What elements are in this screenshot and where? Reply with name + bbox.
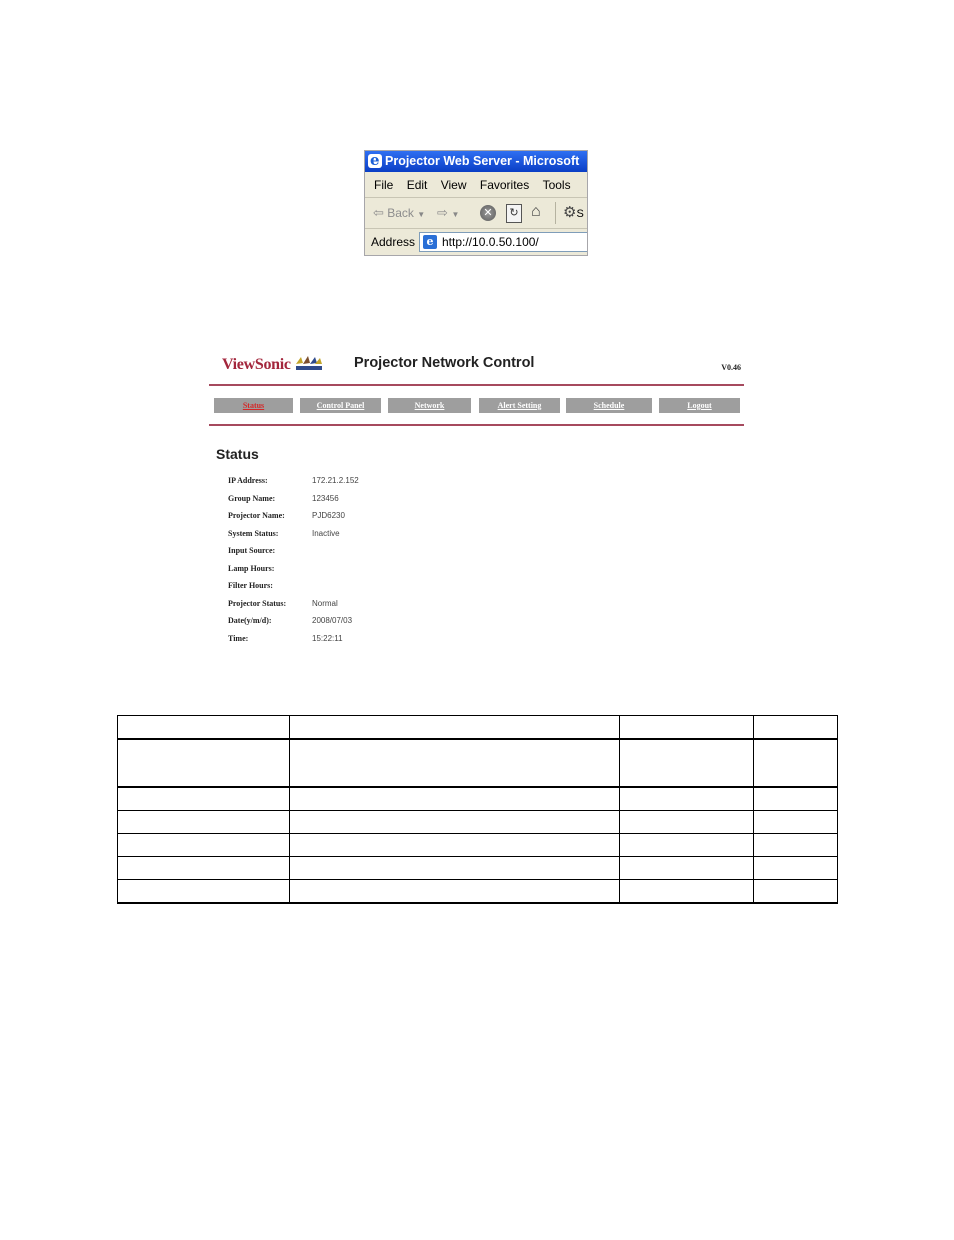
search-button[interactable]: [563, 203, 584, 221]
forward-dropdown-icon[interactable]: ▼: [451, 210, 460, 219]
forward-button[interactable]: [437, 205, 459, 221]
table-cell: [620, 811, 754, 834]
back-dropdown-icon[interactable]: ▼: [417, 210, 426, 219]
refresh-icon[interactable]: ↻: [506, 204, 522, 223]
table-cell: [754, 834, 838, 857]
tab-logout[interactable]: Logout: [659, 398, 740, 413]
menu-view[interactable]: View: [440, 178, 467, 192]
window-title-bar[interactable]: [365, 151, 587, 172]
browser-toolbar: [365, 198, 587, 229]
menu-favorites[interactable]: Favorites: [479, 178, 530, 192]
status-label: Filter Hours:: [228, 581, 273, 590]
version-label: V0.46: [721, 363, 741, 372]
table-cell: [754, 787, 838, 811]
menu-tools[interactable]: Tools: [542, 178, 571, 192]
table-row: [118, 834, 838, 857]
status-label: Input Source:: [228, 546, 276, 555]
forward-arrow-icon: ⇨: [437, 205, 448, 220]
status-heading: Status: [216, 446, 259, 462]
menu-bar: [365, 173, 587, 198]
status-label: Time:: [228, 633, 249, 643]
stop-icon[interactable]: ✕: [480, 205, 496, 221]
window-title: Projector Web Server - Microsoft: [385, 154, 580, 168]
table-cell: [118, 834, 290, 857]
table-cell: [620, 857, 754, 880]
toolbar-divider: [555, 202, 556, 224]
page-icon: e: [423, 235, 437, 249]
table-cell: [118, 811, 290, 834]
search-icon: ⚙: [563, 204, 577, 221]
table-row: [118, 811, 838, 834]
table-cell: [620, 787, 754, 811]
status-label: Lamp Hours:: [228, 563, 275, 573]
projector-network-control-page: [209, 348, 744, 653]
status-label: Date(y/m/d):: [228, 616, 272, 625]
back-button[interactable]: [373, 205, 425, 221]
table-cell: [754, 716, 838, 740]
back-arrow-icon: ⇦: [373, 205, 384, 220]
table-cell: [620, 880, 754, 904]
table-cell: [118, 857, 290, 880]
table-cell: [620, 716, 754, 740]
browser-window: [364, 150, 588, 256]
table-cell: [118, 739, 290, 787]
table-cell: [289, 880, 620, 904]
table-cell: [289, 739, 620, 787]
table-row: [118, 880, 838, 904]
menu-edit[interactable]: Edit: [406, 178, 428, 192]
table-cell: [620, 739, 754, 787]
back-label: Back: [387, 206, 414, 220]
menu-file[interactable]: File: [374, 178, 394, 192]
address-url: http://10.0.50.100/: [442, 235, 539, 249]
status-label: Group Name:: [228, 493, 276, 503]
nav-divider: [209, 424, 744, 426]
status-value: Inactive: [312, 528, 340, 538]
status-value: 2008/07/03: [312, 616, 353, 625]
tab-control-panel[interactable]: Control Panel: [300, 398, 381, 413]
address-input[interactable]: [419, 232, 588, 252]
table-cell: [118, 787, 290, 811]
status-value: 123456: [312, 493, 339, 503]
status-value: 172.21.2.152: [312, 476, 359, 485]
table-cell: [754, 857, 838, 880]
table-cell: [289, 787, 620, 811]
status-value: PJD6230: [312, 511, 345, 520]
tab-network[interactable]: Network: [388, 398, 471, 413]
table-row: [118, 716, 838, 740]
status-label: Projector Status:: [228, 598, 287, 608]
table-row: [118, 787, 838, 811]
address-bar: [365, 229, 587, 256]
table-cell: [289, 716, 620, 740]
table-cell: [118, 880, 290, 904]
tab-schedule[interactable]: Schedule: [566, 398, 652, 413]
status-label: System Status:: [228, 528, 279, 538]
table-cell: [620, 834, 754, 857]
empty-table: [117, 715, 838, 904]
table-row: [118, 739, 838, 787]
status-value: Normal: [312, 598, 338, 608]
table-cell: [289, 811, 620, 834]
table-cell: [289, 834, 620, 857]
viewsonic-logo: ViewSonic: [222, 356, 291, 373]
page-title: Projector Network Control: [354, 355, 535, 371]
table-cell: [754, 880, 838, 904]
search-label-partial: S: [576, 208, 584, 220]
tab-status[interactable]: Status: [214, 398, 293, 413]
table-row: [118, 857, 838, 880]
table-cell: [754, 811, 838, 834]
tab-alert-setting[interactable]: Alert Setting: [479, 398, 560, 413]
nav-bar: [214, 398, 740, 414]
status-value: 15:22:11: [312, 633, 343, 643]
internet-explorer-icon: [368, 154, 382, 168]
status-label: IP Address:: [228, 476, 268, 485]
header-divider: [209, 384, 744, 386]
home-icon[interactable]: ⌂: [531, 203, 541, 220]
address-label: Address: [371, 235, 416, 249]
table-cell: [118, 716, 290, 740]
viewsonic-birds-icon: [295, 354, 323, 372]
status-label: Projector Name:: [228, 511, 285, 520]
table-cell: [754, 739, 838, 787]
table-cell: [289, 857, 620, 880]
